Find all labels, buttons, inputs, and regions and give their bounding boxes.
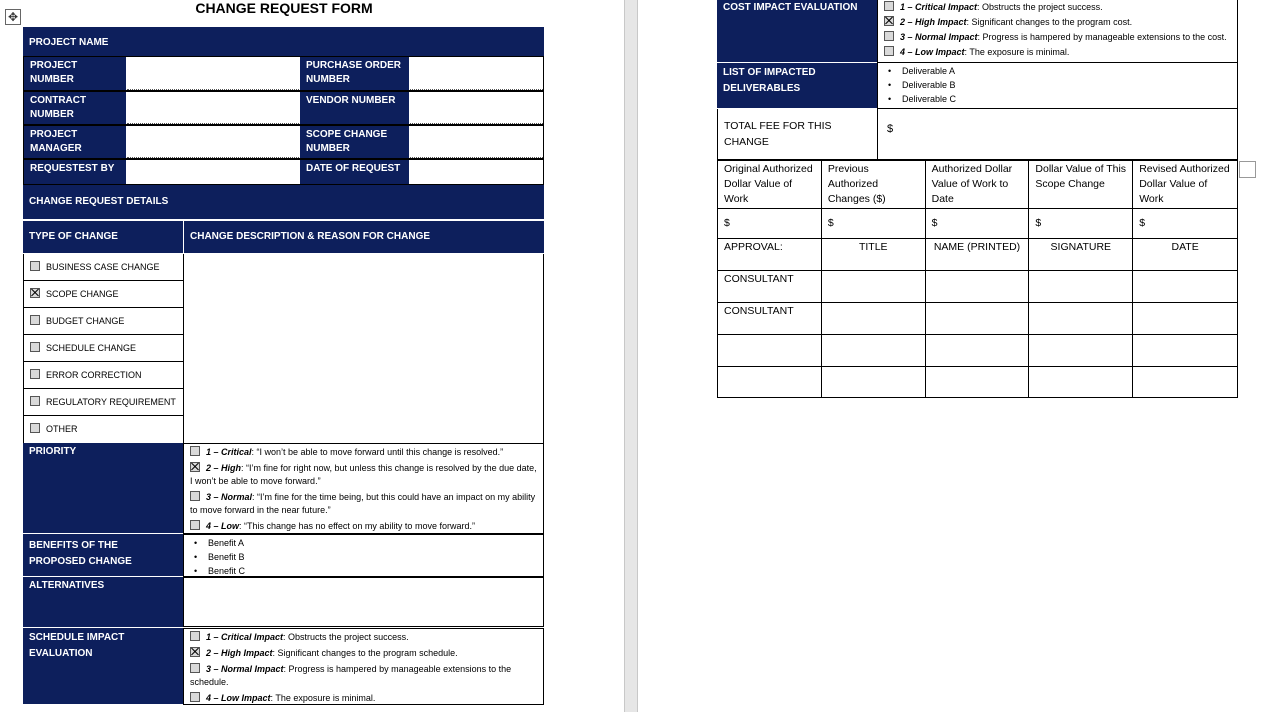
priority-label: PRIORITY bbox=[23, 443, 183, 533]
change-type-item[interactable]: SCOPE CHANGE bbox=[24, 281, 183, 308]
dollar-header: Revised Authorized Dollar Value of Work bbox=[1133, 161, 1238, 209]
list-item: • Deliverable A bbox=[884, 64, 1231, 78]
approval-cell[interactable] bbox=[1029, 367, 1133, 398]
dollar-value[interactable]: $ bbox=[925, 209, 1029, 239]
approval-cell[interactable] bbox=[821, 271, 925, 303]
project-number-field[interactable] bbox=[127, 57, 299, 90]
change-type-list bbox=[23, 254, 184, 443]
project-name-label: PROJECT NAME bbox=[23, 27, 544, 56]
approval-cell[interactable] bbox=[925, 367, 1029, 398]
dollar-value[interactable]: $ bbox=[718, 209, 822, 239]
schedule-impact-label: SCHEDULE IMPACT EVALUATION bbox=[23, 628, 183, 704]
approval-role: CONSULTANT bbox=[718, 271, 822, 303]
checkbox-icon[interactable] bbox=[884, 46, 894, 56]
details-heading: CHANGE REQUEST DETAILS bbox=[23, 185, 544, 219]
change-type-item[interactable]: REGULATORY REQUIREMENT bbox=[24, 389, 183, 416]
approval-role: CONSULTANT bbox=[718, 303, 822, 335]
purchase-order-label: PURCHASE ORDER NUMBER bbox=[300, 57, 409, 90]
scope-change-number-field[interactable] bbox=[410, 126, 543, 158]
dollar-header: Original Authorized Dollar Value of Work bbox=[718, 161, 822, 209]
schedule-impact-options bbox=[183, 628, 544, 705]
date-of-request-field[interactable] bbox=[410, 160, 543, 184]
approval-cell[interactable] bbox=[1133, 271, 1238, 303]
list-item: • Deliverable B bbox=[884, 78, 1231, 92]
cost-impact-label: COST IMPACT EVALUATION bbox=[717, 0, 877, 62]
requested-by-field[interactable] bbox=[127, 160, 299, 184]
approval-cell[interactable] bbox=[821, 303, 925, 335]
deliverables-label: LIST OF IMPACTED DELIVERABLES bbox=[717, 63, 877, 108]
checked-checkbox-icon[interactable] bbox=[884, 16, 894, 26]
cost-impact-option[interactable]: 3 – Normal Impact: Progress is hampered by manageable extensions to the cost. bbox=[884, 31, 1231, 44]
checkbox-icon[interactable] bbox=[30, 369, 40, 379]
table-row bbox=[718, 303, 1238, 335]
description-heading: CHANGE DESCRIPTION & REASON FOR CHANGE bbox=[184, 221, 544, 253]
approval-cell[interactable] bbox=[925, 271, 1029, 303]
dollar-value[interactable]: $ bbox=[1029, 209, 1133, 239]
contract-number-label: CONTRACT NUMBER bbox=[24, 92, 126, 124]
checkbox-icon[interactable] bbox=[30, 315, 40, 325]
change-type-item[interactable]: OTHER bbox=[24, 416, 183, 443]
checkbox-icon[interactable] bbox=[884, 31, 894, 41]
checked-checkbox-icon[interactable] bbox=[190, 462, 200, 472]
vendor-number-label: VENDOR NUMBER bbox=[300, 92, 409, 124]
approval-cell[interactable] bbox=[1029, 303, 1133, 335]
contract-number-field[interactable] bbox=[127, 92, 299, 124]
dollar-approval-table bbox=[717, 160, 1238, 398]
type-of-change-heading: TYPE OF CHANGE bbox=[23, 221, 183, 253]
priority-option[interactable]: 1 – Critical: “I won’t be able to move forward until this change is resolved.” bbox=[190, 446, 537, 459]
checkbox-icon[interactable] bbox=[30, 261, 40, 271]
vendor-number-field[interactable] bbox=[410, 92, 543, 124]
checkbox-icon[interactable] bbox=[190, 663, 200, 673]
date-of-request-label: DATE OF REQUEST bbox=[300, 160, 409, 184]
checkbox-icon[interactable] bbox=[30, 396, 40, 406]
table-row bbox=[718, 209, 1238, 239]
priority-option[interactable]: 4 – Low: “This change has no effect on my ability to move forward.” bbox=[190, 520, 537, 533]
cost-impact-option[interactable]: 4 – Low Impact: The exposure is minimal. bbox=[884, 46, 1231, 59]
list-item: • Benefit C bbox=[190, 564, 537, 578]
approval-cell[interactable] bbox=[1029, 271, 1133, 303]
table-row bbox=[718, 367, 1238, 398]
checkbox-icon[interactable] bbox=[190, 520, 200, 530]
schedule-impact-option[interactable]: 1 – Critical Impact: Obstructs the project success. bbox=[190, 631, 537, 644]
table-move-handle-icon[interactable]: ✥ bbox=[5, 9, 21, 25]
checked-checkbox-icon[interactable] bbox=[190, 647, 200, 657]
schedule-impact-option[interactable]: 4 – Low Impact: The exposure is minimal. bbox=[190, 692, 537, 705]
schedule-impact-option[interactable]: 2 – High Impact: Significant changes to the program schedule. bbox=[190, 647, 537, 660]
approval-header: TITLE bbox=[821, 239, 925, 271]
cost-impact-options bbox=[877, 0, 1238, 63]
requested-by-label: REQUESTEST BY bbox=[24, 160, 126, 184]
cost-impact-option[interactable]: 1 – Critical Impact: Obstructs the project success. bbox=[884, 1, 1231, 14]
project-manager-label: PROJECT MANAGER bbox=[24, 126, 126, 158]
priority-option[interactable]: 2 – High: “I’m fine for right now, but unless this change is resolved by the due date, I won’t be able to move forward.” bbox=[190, 463, 537, 486]
approval-cell[interactable] bbox=[1029, 335, 1133, 367]
change-description-field[interactable] bbox=[184, 254, 544, 443]
project-number-label: PROJECT NUMBER bbox=[24, 57, 126, 90]
change-type-item[interactable]: SCHEDULE CHANGE bbox=[24, 335, 183, 362]
approval-cell[interactable] bbox=[1133, 335, 1238, 367]
dollar-header: Dollar Value of This Scope Change bbox=[1029, 161, 1133, 209]
checkbox-icon[interactable] bbox=[884, 1, 894, 11]
checkbox-icon[interactable] bbox=[190, 692, 200, 702]
total-fee-value[interactable]: $ bbox=[877, 109, 1238, 160]
page-gutter bbox=[624, 0, 638, 712]
checkbox-icon[interactable] bbox=[30, 342, 40, 352]
change-type-item[interactable]: BUDGET CHANGE bbox=[24, 308, 183, 335]
project-manager-field[interactable] bbox=[127, 126, 299, 158]
approval-header: DATE bbox=[1133, 239, 1238, 271]
schedule-impact-option[interactable]: 3 – Normal Impact: Progress is hampered by manageable extensions to the schedule. bbox=[190, 664, 512, 687]
approval-role[interactable] bbox=[718, 335, 822, 367]
approval-cell[interactable] bbox=[1133, 367, 1238, 398]
approval-cell[interactable] bbox=[925, 303, 1029, 335]
dollar-value[interactable]: $ bbox=[1133, 209, 1238, 239]
approval-cell[interactable] bbox=[821, 335, 925, 367]
form-title: CHANGE REQUEST FORM bbox=[195, 0, 373, 16]
checkbox-icon[interactable] bbox=[190, 446, 200, 456]
purchase-order-field[interactable] bbox=[410, 57, 543, 90]
checked-checkbox-icon[interactable] bbox=[30, 288, 40, 298]
approval-header: NAME (PRINTED) bbox=[925, 239, 1029, 271]
approval-cell[interactable] bbox=[1133, 303, 1238, 335]
checkbox-icon[interactable] bbox=[30, 423, 40, 433]
table-resize-handle-icon[interactable] bbox=[1239, 161, 1256, 178]
table-row bbox=[718, 335, 1238, 367]
approval-cell[interactable] bbox=[821, 367, 925, 398]
alternatives-label: ALTERNATIVES bbox=[23, 577, 183, 627]
checkbox-icon[interactable] bbox=[190, 631, 200, 641]
list-item: • Benefit A bbox=[190, 536, 537, 550]
list-item: • Benefit B bbox=[190, 550, 537, 564]
change-type-item[interactable]: ERROR CORRECTION bbox=[24, 362, 183, 389]
list-item: • Deliverable C bbox=[884, 92, 1231, 106]
dollar-value[interactable]: $ bbox=[821, 209, 925, 239]
approval-role[interactable] bbox=[718, 367, 822, 398]
priority-option[interactable]: 3 – Normal: “I’m fine for the time being, but this could have an impact on my ability to move forward in the near future.” bbox=[190, 492, 536, 515]
scope-change-number-label: SCOPE CHANGE NUMBER bbox=[300, 126, 409, 158]
table-row bbox=[718, 161, 1238, 209]
deliverables-list bbox=[877, 63, 1238, 109]
checkbox-icon[interactable] bbox=[190, 491, 200, 501]
benefits-list bbox=[183, 534, 544, 577]
table-row bbox=[718, 239, 1238, 271]
priority-options bbox=[183, 443, 544, 534]
approval-cell[interactable] bbox=[925, 335, 1029, 367]
change-type-item[interactable]: BUSINESS CASE CHANGE bbox=[24, 254, 183, 281]
alternatives-field[interactable] bbox=[183, 577, 544, 627]
table-row bbox=[718, 271, 1238, 303]
cost-impact-option[interactable]: 2 – High Impact: Significant changes to the program cost. bbox=[884, 16, 1231, 29]
dollar-header: Previous Authorized Changes ($) bbox=[821, 161, 925, 209]
benefits-label: BENEFITS OF THE PROPOSED CHANGE bbox=[23, 534, 183, 576]
total-fee-label: TOTAL FEE FOR THIS CHANGE bbox=[717, 109, 878, 160]
approval-header: APPROVAL: bbox=[718, 239, 822, 271]
dollar-header: Authorized Dollar Value of Work to Date bbox=[925, 161, 1029, 209]
approval-header: SIGNATURE bbox=[1029, 239, 1133, 271]
